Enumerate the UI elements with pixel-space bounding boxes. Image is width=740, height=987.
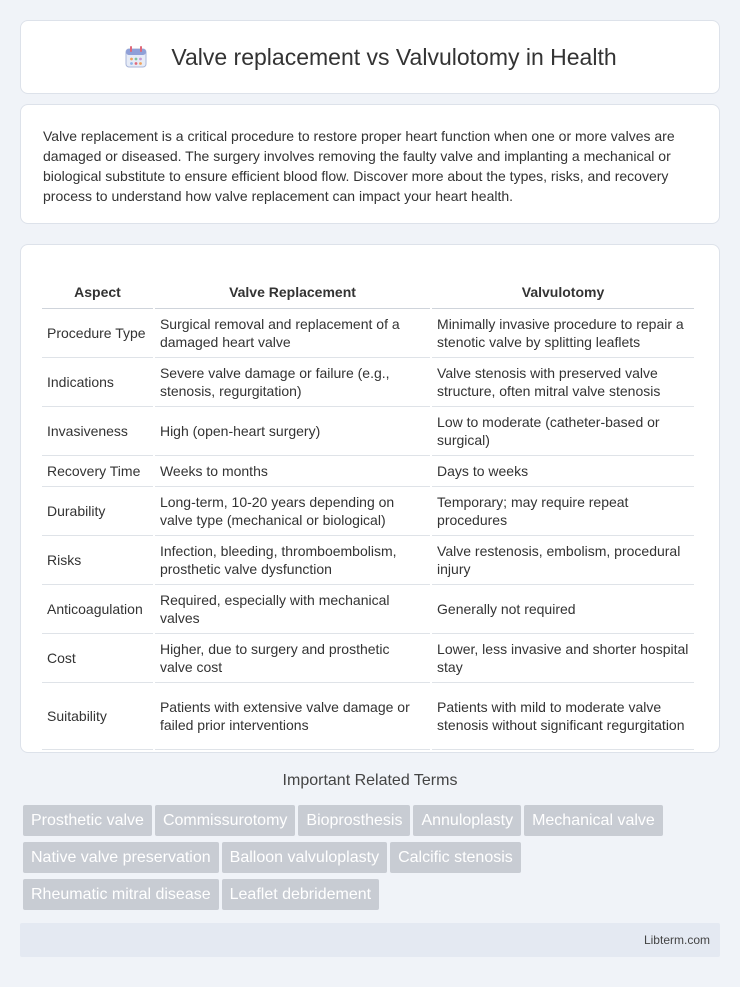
related-term-tag[interactable]: Balloon valvuloplasty bbox=[222, 842, 387, 873]
related-term-tag[interactable]: Leaflet debridement bbox=[222, 879, 379, 910]
valvulotomy-cell: Patients with mild to moderate valve stenosis without significant regurgitation bbox=[432, 683, 694, 750]
table-row bbox=[42, 309, 694, 358]
table-row bbox=[42, 456, 694, 487]
valvulotomy-cell: Generally not required bbox=[432, 585, 694, 634]
valve-replacement-cell: Severe valve damage or failure (e.g., stenosis, regurgitation) bbox=[155, 358, 430, 407]
title-card bbox=[20, 20, 720, 94]
valve-replacement-cell: Weeks to months bbox=[155, 456, 430, 487]
page-title-text: Valve replacement vs Valvulotomy in Health bbox=[171, 43, 617, 70]
related-terms-title: Important Related Terms bbox=[282, 772, 458, 789]
intro-text: Valve replacement is a critical procedure to restore proper heart function when one or more valves are damaged or diseased. The surgery involves removing the faulty valve and implanting a mechanical or biological substitute to ensure efficient blood flow. Discover more about the types, risks, and recovery process to understand how valve replacement can impact your heart health. bbox=[43, 128, 675, 204]
table-header-row bbox=[42, 265, 694, 309]
aspect-cell: Recovery Time bbox=[42, 456, 153, 487]
table-row bbox=[42, 358, 694, 407]
valve-replacement-cell: Infection, bleeding, thromboembolism, prosthetic valve dysfunction bbox=[155, 536, 430, 585]
valvulotomy-cell: Minimally invasive procedure to repair a stenotic valve by splitting leaflets bbox=[432, 309, 694, 358]
header-valve-replacement: Valve Replacement bbox=[155, 265, 430, 309]
comparison-card bbox=[20, 244, 720, 753]
aspect-cell: Suitability bbox=[42, 683, 153, 750]
related-term-tag[interactable]: Rheumatic mitral disease bbox=[23, 879, 219, 910]
comparison-table bbox=[40, 265, 696, 750]
related-term-tag[interactable]: Prosthetic valve bbox=[23, 805, 152, 836]
page-title bbox=[123, 44, 616, 71]
footer-link[interactable]: Libterm.com bbox=[643, 933, 710, 947]
related-term-tag[interactable]: Mechanical valve bbox=[524, 805, 663, 836]
valve-replacement-cell: High (open-heart surgery) bbox=[155, 407, 430, 456]
valvulotomy-cell: Low to moderate (catheter-based or surgical) bbox=[432, 407, 694, 456]
aspect-cell: Cost bbox=[42, 634, 153, 683]
valvulotomy-cell: Lower, less invasive and shorter hospital stay bbox=[432, 634, 694, 683]
footer bbox=[20, 923, 720, 957]
aspect-cell: Procedure Type bbox=[42, 309, 153, 358]
table-row bbox=[42, 536, 694, 585]
valvulotomy-cell: Days to weeks bbox=[432, 456, 694, 487]
aspect-cell: Indications bbox=[42, 358, 153, 407]
related-term-tag[interactable]: Annuloplasty bbox=[413, 805, 521, 836]
header-aspect: Aspect bbox=[42, 265, 153, 309]
header-valvulotomy: Valvulotomy bbox=[432, 265, 694, 309]
valvulotomy-cell: Valve restenosis, embolism, procedural injury bbox=[432, 536, 694, 585]
aspect-cell: Invasiveness bbox=[42, 407, 153, 456]
related-term-tag[interactable]: Commissurotomy bbox=[155, 805, 295, 836]
table-row bbox=[42, 407, 694, 456]
valve-replacement-cell: Required, especially with mechanical valves bbox=[155, 585, 430, 634]
calendar-icon bbox=[123, 44, 149, 70]
table-row bbox=[42, 585, 694, 634]
valve-replacement-cell: Higher, due to surgery and prosthetic valve cost bbox=[155, 634, 430, 683]
related-term-tag[interactable]: Bioprosthesis bbox=[298, 805, 410, 836]
related-term-tag[interactable]: Native valve preservation bbox=[23, 842, 219, 873]
valve-replacement-cell: Surgical removal and replacement of a damaged heart valve bbox=[155, 309, 430, 358]
intro-card bbox=[20, 104, 720, 224]
aspect-cell: Risks bbox=[42, 536, 153, 585]
valvulotomy-cell: Temporary; may require repeat procedures bbox=[432, 487, 694, 536]
valve-replacement-cell: Patients with extensive valve damage or failed prior interventions bbox=[155, 683, 430, 750]
table-row bbox=[42, 634, 694, 683]
table-row bbox=[42, 683, 694, 750]
valve-replacement-cell: Long-term, 10-20 years depending on valve type (mechanical or biological) bbox=[155, 487, 430, 536]
aspect-cell: Anticoagulation bbox=[42, 585, 153, 634]
aspect-cell: Durability bbox=[42, 487, 153, 536]
valvulotomy-cell: Valve stenosis with preserved valve structure, often mitral valve stenosis bbox=[432, 358, 694, 407]
related-terms-list bbox=[23, 805, 703, 916]
related-term-tag[interactable]: Calcific stenosis bbox=[390, 842, 521, 873]
table-row bbox=[42, 487, 694, 536]
